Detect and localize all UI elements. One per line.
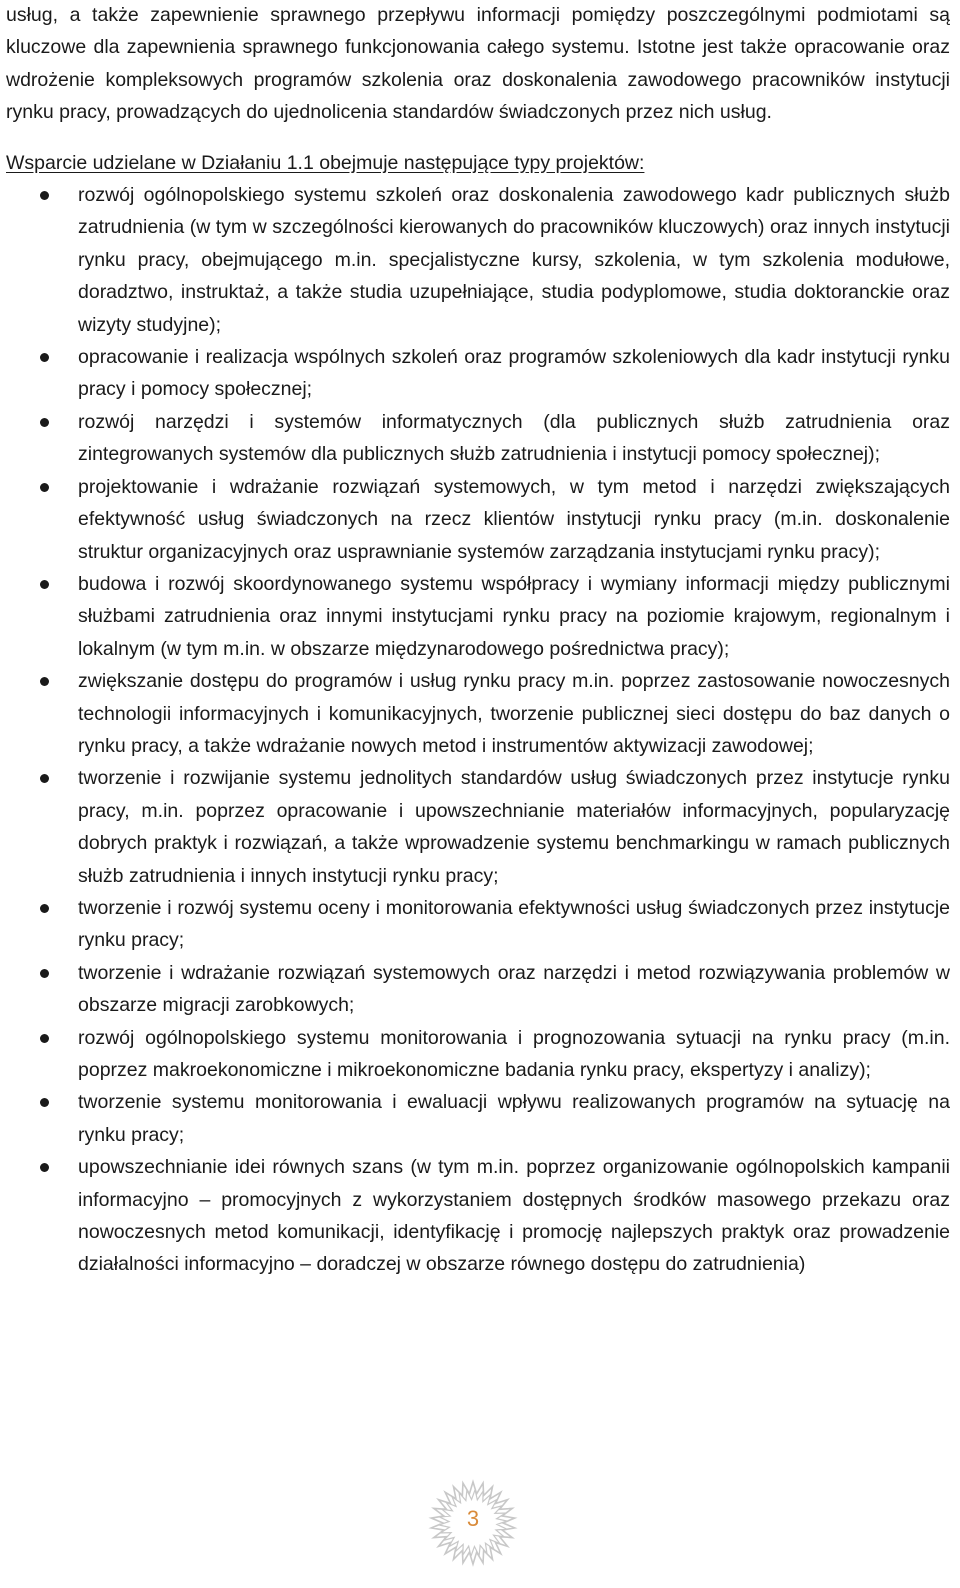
list-item-text: rozwój ogólnopolskiego systemu monitorowania i prognozowania sytuacji na rynku pracy (m.in. poprzez makroekonomiczne i mikroekonomiczne badania rynku pracy, ekspertyzy i analizy); [78, 1026, 950, 1081]
bullet-icon [40, 904, 49, 913]
list-item [6, 568, 950, 665]
bullet-icon [40, 774, 49, 783]
list-item-text: opracowanie i realizacja wspólnych szkoleń oraz programów szkoleniowych dla kadr instytucji rynku pracy i pomocy społecznej; [78, 346, 950, 401]
bullet-icon [40, 353, 49, 362]
bullet-icon [40, 191, 49, 200]
document-page [6, 0, 950, 1281]
list-item [6, 1022, 950, 1087]
list-item-text: rozwój ogólnopolskiego systemu szkoleń oraz doskonalenia zawodowego kadr publicznych służb zatrudnienia (w tym w szczególności kierowanych do pracowników kluczowych) oraz innych instytucji rynku pracy, obejmującego m.in. specjalistyczne kursy, szkolenia, w tym szkolenia modułowe, doradztwo, instruktaż, a także studia uzupełniające, studia podyplomowe, studia doktoranckie oraz wizyty studyjne); [78, 184, 950, 336]
list-item [6, 1151, 950, 1281]
list-item [6, 406, 950, 471]
list-item-text: tworzenie i rozwój systemu oceny i monitorowania efektywności usług świadczonych przez instytucje rynku pracy; [78, 896, 950, 952]
bullet-icon [40, 418, 49, 427]
list-item [6, 762, 950, 892]
bullet-icon [40, 1163, 49, 1172]
list-item-text: tworzenie i wdrażanie rozwiązań systemowych oraz narzędzi i metod rozwiązywania problemów w obszarze migracji zarobkowych; [78, 961, 950, 1017]
page-footer [0, 1478, 960, 1568]
list-item [6, 471, 950, 568]
list-item-text: zwiększanie dostępu do programów i usług rynku pracy m.in. poprzez zastosowanie nowoczesnych technologii informacyjnych i komunikacyjnych, tworzenie publicznej sieci dostępu do baz danych o rynku pracy, a także wdrażanie nowych metod i instrumentów aktywizacji zawodowej; [78, 670, 950, 757]
bullet-icon [40, 1098, 49, 1107]
project-types-list [6, 179, 950, 1281]
list-item-text: projektowanie i wdrażanie rozwiązań systemowych, w tym metod i narzędzi zwiększających efektywność usług świadczonych na rzecz klientów instytucji rynku pracy (m.in. doskonalenie struktur organizacyjnych oraz usprawnianie systemów zarządzania instytucjami rynku pracy); [78, 475, 950, 563]
list-item-text: budowa i rozwój skoordynowanego systemu współpracy i wymiany informacji między publicznymi służbami zatrudnienia oraz innymi instytucjami rynku pracy na poziomie krajowym, regionalnym i lokalnym (w tym m.in. w obszarze międzynarodowego pośrednictwa pracy); [78, 572, 950, 660]
list-item [6, 179, 950, 341]
intro-paragraph: usług, a także zapewnienie sprawnego przepływu informacji pomiędzy poszczególnymi podmiotami są kluczowe dla zapewnienia sprawnego funkcjonowania całego systemu. Istotne jest także opracowanie oraz wdrożenie kompleksowych programów szkolenia oraz doskonalenia zawodowego pracowników instytucji rynku pracy, prowadzących do ujednolicenia standardów świadczonych przez nich usług. [6, 4, 950, 124]
list-item [6, 957, 950, 1022]
bullet-icon [40, 1034, 49, 1043]
list-item [6, 1086, 950, 1151]
list-item [6, 341, 950, 406]
list-item [6, 665, 950, 762]
section-heading: Wsparcie udzielane w Działaniu 1.1 obejmuje następujące typy projektów: [6, 151, 645, 174]
list-item-text: tworzenie systemu monitorowania i ewaluacji wpływu realizowanych programów na sytuację na rynku pracy; [78, 1091, 950, 1146]
bullet-icon [40, 483, 49, 492]
bullet-icon [40, 677, 49, 686]
list-item-text: upowszechnianie idei równych szans (w tym m.in. poprzez organizowanie ogólnopolskich kampanii informacyjno – promocyjnych z wykorzystaniem dostępnych środków masowego przekazu oraz nowoczesnych metod komunikacji, identyfikację i promocję najlepszych praktyk oraz prowadzenie działalności informacyjno – doradczej w obszarze równego dostępu do zatrudnienia) [78, 1156, 950, 1276]
bullet-icon [40, 580, 49, 589]
page-number: 3 [466, 1506, 480, 1531]
bullet-icon [40, 969, 49, 978]
list-item-text: tworzenie i rozwijanie systemu jednolitych standardów usług świadczonych przez instytucje rynku pracy, m.in. poprzez opracowanie i upowszechnianie materiałów informacyjnych, popularyzację dobrych praktyk i rozwiązań, a także wprowadzenie systemu benchmarkingu w ramach publicznych służb zatrudnienia i innych instytucji rynku pracy; [78, 767, 950, 887]
list-item-text: rozwój narzędzi i systemów informatycznych (dla publicznych służb zatrudnienia oraz zintegrowanych systemów dla publicznych służb zatrudnienia i instytucji pomocy społecznej); [78, 410, 950, 466]
list-item [6, 892, 950, 957]
